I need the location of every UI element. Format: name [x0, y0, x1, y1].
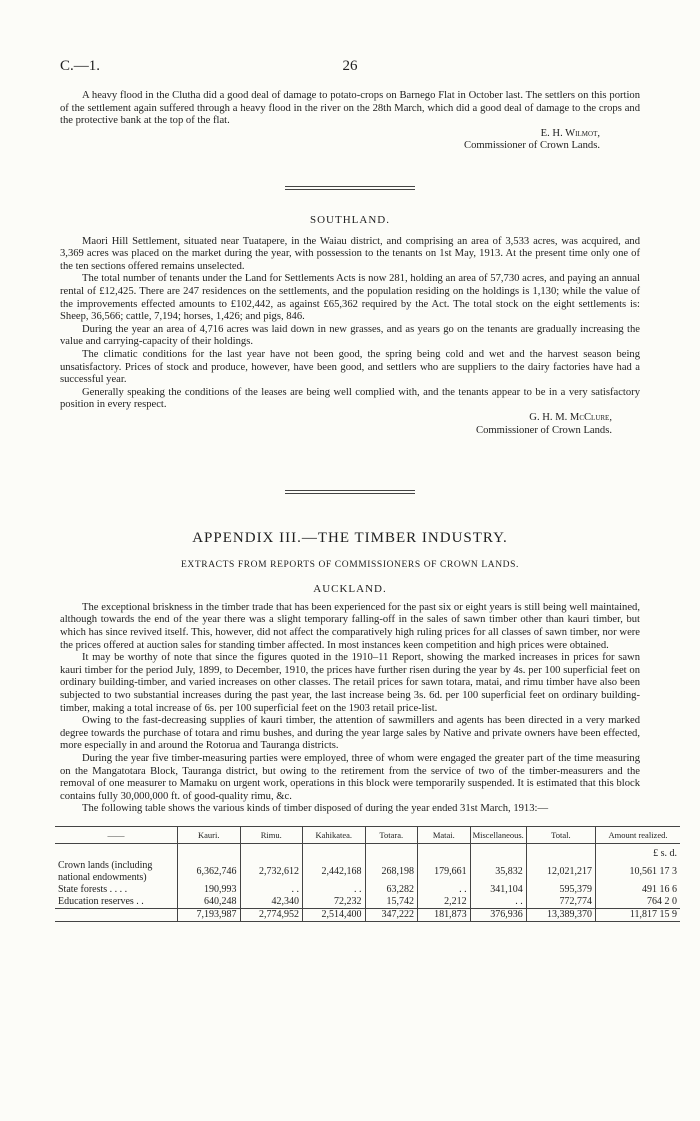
southland-paragraph-5: Generally speaking the conditions of the leases are being well complied with, and the tenants appear to be in a very satisfactory position in every respect. [60, 386, 640, 411]
cell-kauri: 640,248 [178, 896, 241, 909]
southland-paragraph-2: The total number of tenants under the Land for Settlements Acts is now 281, holding an area of 57,730 acres, and paying an annual rental of £12,425. There are 247 residences on the settlements, and the population residing on the holdings is 1,130; while the value of the improvements effected amounts to £102,442, as against £65,362 required by the Act. The total stock on the eight settlements is: Sheep, 36,566; cattle, 7,194; horses, 1,426; and pigs, 846. [60, 273, 640, 323]
cell-amount: 491 16 6 [595, 884, 680, 896]
cell-misc: 341,104 [470, 884, 526, 896]
row-label: State forests . . . . [58, 884, 128, 896]
appendix-subtitle: EXTRACTS FROM REPORTS OF COMMISSIONERS OF CROWN LANDS. [181, 559, 519, 570]
appendix-title: APPENDIX III.—THE TIMBER INDUSTRY. [192, 530, 508, 546]
cell-misc: . . [470, 896, 526, 909]
cell-total: 12,021,217 [526, 860, 595, 884]
total-kahikatea: 2,514,400 [303, 909, 366, 922]
cell-rimu: 42,340 [240, 896, 303, 909]
southland-report [60, 214, 640, 437]
cell-total: 595,379 [526, 884, 595, 896]
table-header: Matai. [418, 826, 471, 844]
auckland-paragraph-1: The exceptional briskness in the timber trade that has been experienced for the past six or eight years is still being well maintained, although towards the end of the year there was a slight temporary falling-off in the sales of sawn timber other than kauri timber, but which has since revived itself. This, however, did not affect the comparatively high ruling prices for all classes of sawn timber, nor were the prices offered at auction sales for standing timber affected. In most instances keen competition and high prices were obtained. [60, 601, 640, 651]
cell-kahikatea: . . [303, 884, 366, 896]
table-header: Miscellaneous. [470, 826, 526, 844]
appendix-section [58, 530, 677, 922]
southland-paragraph-3: During the year an area of 4,716 acres was laid down in new grasses, and as years go on the tenants are gradually increasing the value and carrying-capacity of their holdings. [60, 323, 640, 348]
southland-signatory: G. H. M. McClure, [529, 411, 612, 423]
southland-paragraph-4: The climatic conditions for the last year have not been good, the spring being cold and wet and the harvest season being unsatisfactory. Prices of stock and produce, however, have been good, and settlers who are suppliers to the dairy factories have had a successful year. [60, 348, 640, 386]
cell-totara: 63,282 [365, 884, 418, 896]
cell-totara: 268,198 [365, 860, 418, 884]
southland-paragraph-1: Maori Hill Settlement, situated near Tuatapere, in the Waiau district, and comprising an area of 3,533 acres, was acquired, and 3,369 acres was placed on the market during the year, with possession to the tenants on 1st May, 1913. At the present time only one of the ten sections offered remains unselected. [60, 235, 640, 272]
cell-rimu: . . [240, 884, 303, 896]
total-matai: 181,873 [418, 909, 471, 922]
table-row [55, 884, 680, 896]
southland-heading: SOUTHLAND. [310, 214, 390, 226]
table-header: Totara. [365, 826, 418, 844]
table-header: Amount realized. [595, 826, 680, 844]
otago-signatory: E. H. Wilmot, [540, 127, 600, 139]
cell-kauri: 6,362,746 [178, 860, 241, 884]
table-header: Kauri. [178, 826, 241, 844]
total-misc: 376,936 [470, 909, 526, 922]
auckland-paragraph-2: It may be worthy of note that since the figures quoted in the 1910–11 Report, showing the marked increases in prices for sawn kauri timber for the period July, 1899, to December, 1910, the prices have further risen during the year by 4s. per 100 superficial feet on ordinary building-timber, and varied increases on other classes. The retail prices for sawn totara, matai, and rimu timber have also been subjected to two substantial increases during the past year, the last increase being 3s. 6d. per 100 superficial feet on ordinary building-timber, making a total increase of 6s. per 100 superficial feet on the 1903 retail price-list. [60, 652, 640, 714]
table-header: Rimu. [240, 826, 303, 844]
table-header: Total. [526, 826, 595, 844]
auckland-paragraph-4: During the year five timber-measuring parties were employed, three of whom were engaged the greater part of the time measuring on the Mangatotara Block, Tauranga district, but owing to the retirement from the service of two of the timber-measurers and the removal of one measurer to Mamaku on urgent work, operations in this block were temporarily suspended. It is estimated that this block contains fully 30,000,000 ft. of good-quality rimu, &c. [60, 752, 640, 802]
row-label: Education reserves . . [58, 896, 144, 908]
total-rimu: 2,774,952 [240, 909, 303, 922]
row-label: Crown lands (including national endowments) [58, 860, 153, 884]
page-number: 26 [342, 58, 358, 74]
cell-matai: 2,212 [418, 896, 471, 909]
auckland-paragraph-5: The following table shows the various kinds of timber disposed of during the year ended 31st March, 1913:— [82, 803, 549, 815]
cell-matai: . . [418, 884, 471, 896]
auckland-paragraph-3: Owing to the fast-decreasing supplies of kauri timber, the attention of sawmillers and agents has been directed in a very marked degree towards the purchase of totara and rimu bushes, and during the year large sales by Native and private owners have been effected, more especially in and around the Rotorua and Tauranga districts. [60, 715, 640, 752]
divider-2 [60, 490, 640, 494]
otago-signatory-title: Commissioner of Crown Lands. [464, 140, 600, 152]
cell-kahikatea: 72,232 [303, 896, 366, 909]
southland-signatory-title: Commissioner of Crown Lands. [476, 424, 612, 436]
total-amount: 11,817 15 9 [595, 909, 680, 922]
cell-amount: 764 2 0 [595, 896, 680, 909]
table-header: Kahikatea. [303, 826, 366, 844]
page-header [60, 58, 640, 78]
cell-total: 772,774 [526, 896, 595, 909]
document-code: C.—1. [60, 58, 101, 74]
currency-units: £ s. d. [595, 844, 680, 861]
cell-kahikatea: 2,442,168 [303, 860, 366, 884]
total-total: 13,389,370 [526, 909, 595, 922]
otago-report [60, 90, 640, 153]
table-row [55, 896, 680, 909]
divider-1 [60, 186, 640, 190]
table-units-row [55, 844, 680, 861]
table-header: —— [55, 826, 178, 844]
cell-matai: 179,661 [418, 860, 471, 884]
cell-rimu: 2,732,612 [240, 860, 303, 884]
cell-totara: 15,742 [365, 896, 418, 909]
total-kauri: 7,193,987 [178, 909, 241, 922]
cell-amount: 10,561 17 3 [595, 860, 680, 884]
table-totals-row [55, 909, 680, 922]
total-totara: 347,222 [365, 909, 418, 922]
cell-kauri: 190,993 [178, 884, 241, 896]
cell-misc: 35,832 [470, 860, 526, 884]
auckland-heading: AUCKLAND. [313, 583, 387, 596]
table-header-row [55, 826, 680, 844]
timber-table [55, 826, 680, 923]
otago-paragraph: A heavy flood in the Clutha did a good deal of damage to potato-crops on Barnego Flat in October last. The settlers on this portion of the settlement again suffered through a heavy flood in the river on the 28th March, which did a good deal of damage to the crops and the protective bank at the top of the flat. [60, 90, 640, 127]
table-row [55, 860, 680, 884]
